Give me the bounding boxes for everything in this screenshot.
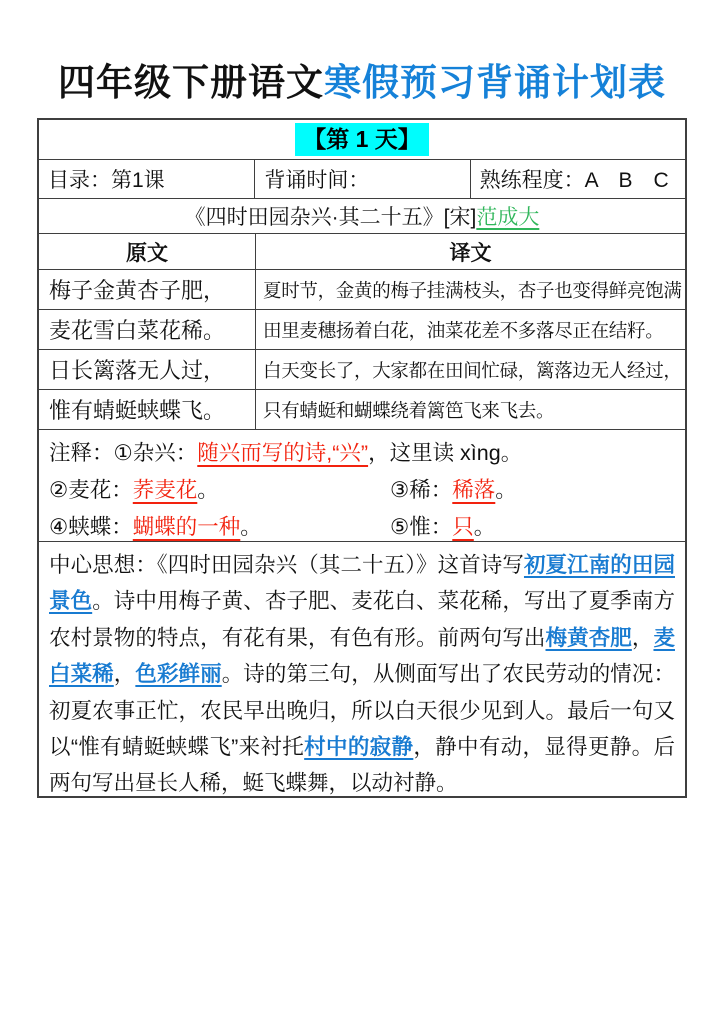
central-idea-text: 中心思想：《四时田园杂兴（其二十五）》这首诗写 bbox=[49, 553, 524, 577]
note-text: 。 bbox=[495, 478, 517, 502]
recite-time-cell: 背诵时间： bbox=[254, 160, 469, 198]
note-text: ③稀： bbox=[390, 478, 453, 502]
note-text: 注释：①杂兴： bbox=[49, 441, 198, 465]
poem-row-2 bbox=[39, 309, 685, 349]
poem-translation-cell: 田里麦穗扬着白花，油菜花差不多落尽正在结籽。 bbox=[255, 310, 685, 349]
poem-row-3 bbox=[39, 349, 685, 389]
central-idea-text: ， bbox=[113, 662, 136, 687]
note-definition-red: 蝴蝶的一种 bbox=[132, 515, 241, 539]
note-item bbox=[49, 478, 219, 502]
poem-translation-cell: 只有蜻蜓和蝴蝶绕着篱笆飞来飞去。 bbox=[255, 390, 685, 429]
info-row bbox=[39, 159, 685, 198]
column-header-original: 原文 bbox=[126, 241, 168, 265]
note-text: ，这里读 xìng。 bbox=[368, 441, 523, 465]
note-definition-red: 随兴而写的诗,“兴” bbox=[197, 441, 369, 465]
page-title-black: 四年级下册语文 bbox=[58, 62, 324, 103]
central-idea-row bbox=[39, 541, 685, 796]
page-title bbox=[0, 52, 724, 106]
note-item bbox=[390, 472, 517, 509]
note-line-2 bbox=[49, 472, 675, 509]
column-header-row bbox=[39, 233, 685, 269]
poem-original-cell: 日长篱落无人过， bbox=[49, 358, 226, 383]
note-text: ②麦花： bbox=[49, 478, 133, 502]
note-definition-red: 稀落 bbox=[452, 478, 496, 502]
central-idea-text: ， bbox=[631, 625, 654, 650]
catalog-cell: 目录：第1课 bbox=[48, 169, 165, 192]
poem-title-text: 《四时田园杂兴·其二十五》[宋] bbox=[184, 206, 477, 229]
central-idea-text: 。诗的第三句，从侧面写出了农民劳动的情况：初夏农事正忙，农民早出晚归，所以白天很少见到人。最后一句又以“惟有蜻蜓蛱蝶飞”来衬托 bbox=[49, 662, 675, 760]
central-idea-highlight: 麦白菜稀 bbox=[49, 625, 675, 687]
poem-author: 范成大 bbox=[476, 206, 540, 229]
note-definition-red: 只 bbox=[452, 515, 474, 539]
poem-original-cell: 麦花雪白菜花稀。 bbox=[49, 318, 226, 343]
column-header-translation: 译文 bbox=[255, 234, 685, 269]
note-text: 。 bbox=[473, 515, 496, 539]
poem-title-row bbox=[39, 198, 685, 233]
poem-original-cell: 梅子金黄杏子肥， bbox=[49, 278, 226, 303]
note-text: 。 bbox=[197, 478, 219, 502]
central-idea-highlight: 梅黄杏肥 bbox=[545, 625, 632, 650]
note-text: ⑤惟： bbox=[390, 515, 453, 539]
poem-translation-cell: 白天变长了，大家都在田间忙碌，篱落边无人经过， bbox=[255, 350, 685, 389]
notes-row bbox=[39, 429, 685, 541]
poem-translation-cell: 夏时节，金黄的梅子挂满枝头，杏子也变得鲜亮饱满 bbox=[255, 270, 685, 309]
day-badge: 【第 1 天】 bbox=[295, 123, 429, 157]
note-text: 。 bbox=[240, 515, 262, 539]
central-idea-highlight: 色彩鲜丽 bbox=[135, 662, 222, 687]
central-idea-paragraph bbox=[49, 547, 675, 802]
central-idea-highlight: 初夏江南的田园景色 bbox=[49, 553, 675, 614]
central-idea-text: ，静中有动，显得更静。后两句写出昼长人稀，蜓飞蝶舞，以动衬静。 bbox=[49, 735, 675, 796]
poem-row-1 bbox=[39, 269, 685, 309]
central-idea-highlight: 村中的寂静 bbox=[304, 735, 414, 760]
note-definition-red: 荞麦花 bbox=[132, 478, 198, 502]
study-plan-table bbox=[37, 118, 687, 798]
page-title-blue: 寒假预习背诵计划表 bbox=[324, 62, 666, 103]
day-header-row bbox=[39, 120, 685, 159]
poem-original-cell: 惟有蜻蜓蛱蝶飞。 bbox=[49, 398, 226, 423]
proficiency-cell: 熟练程度：A B C bbox=[470, 160, 685, 198]
poem-row-4 bbox=[39, 389, 685, 429]
note-line-1 bbox=[49, 435, 675, 472]
note-item bbox=[49, 515, 262, 539]
note-text: ④蛱蝶： bbox=[49, 515, 133, 539]
central-idea-text: 。诗中用梅子黄、杏子肥、麦花白、菜花稀，写出了夏季南方农村景物的特点，有花有果，有色有形。前两句写出 bbox=[49, 589, 675, 650]
